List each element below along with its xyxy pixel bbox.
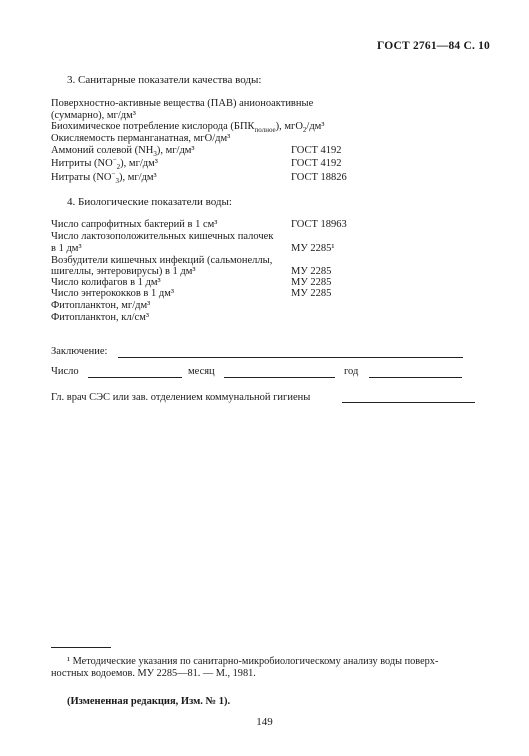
row-text: Окисляемость перманганатная, мгО/дм³ bbox=[51, 133, 231, 144]
conclusion-field[interactable] bbox=[118, 357, 463, 358]
superscript: − bbox=[111, 169, 116, 178]
number-label: Число bbox=[51, 366, 79, 377]
row-reference: МУ 2285 bbox=[291, 266, 332, 277]
row-text: (суммарно), мг/дм³ bbox=[51, 110, 136, 121]
row-reference: ГОСТ 18826 bbox=[291, 172, 347, 183]
year-label: год bbox=[344, 366, 359, 377]
section-4-title: 4. Биологические показатели воды: bbox=[67, 196, 232, 208]
row-text-part: ), мг/дм³ bbox=[118, 172, 157, 183]
row-text: Фитопланктон, мг/дм³ bbox=[51, 300, 151, 311]
row-text-part: ), мг/дм³ bbox=[120, 158, 158, 169]
footnote-rule bbox=[51, 647, 111, 648]
row-reference: ГОСТ 18963 bbox=[291, 219, 347, 230]
subscript: полное bbox=[254, 126, 276, 135]
row-text: Поверхностно-активные вещества (ПАВ) анионоактивные bbox=[51, 98, 314, 109]
row-text-part: ), мг/дм³ bbox=[156, 145, 195, 156]
section-3-title: 3. Санитарные показатели качества воды: bbox=[67, 74, 262, 86]
page-number: 149 bbox=[256, 716, 273, 728]
signature-field[interactable] bbox=[342, 402, 475, 403]
row-reference: МУ 2285 bbox=[291, 288, 332, 299]
row-reference: МУ 2285 bbox=[291, 277, 332, 288]
signature-label: Гл. врач СЭС или зав. отделением коммунальной гигиены bbox=[51, 392, 311, 403]
row-text: Число колифагов в 1 дм³ bbox=[51, 277, 161, 288]
row-text bbox=[51, 145, 195, 157]
row-text: Число энтерококков в 1 дм³ bbox=[51, 288, 175, 299]
row-text: Фитопланктон, кл/см³ bbox=[51, 312, 149, 323]
row-text bbox=[51, 169, 157, 186]
page-header: ГОСТ 2761—84 С. 10 bbox=[377, 40, 490, 52]
superscript: − bbox=[112, 155, 117, 164]
month-field[interactable] bbox=[224, 377, 335, 378]
row-text-part: Аммоний солевой (NH bbox=[51, 145, 154, 156]
subscript: 2 bbox=[302, 126, 307, 135]
month-label: месяц bbox=[188, 366, 215, 377]
row-text: Число сапрофитных бактерий в 1 см³ bbox=[51, 219, 218, 230]
row-text bbox=[51, 155, 158, 172]
row-text-part: Биохимическое потребление кислорода (БПК bbox=[51, 121, 255, 132]
subscript: 3 bbox=[115, 177, 119, 186]
row-reference: ГОСТ 4192 bbox=[291, 145, 342, 156]
row-text-part: Нитриты (NO bbox=[51, 158, 113, 169]
row-text: Возбудители кишечных инфекций (сальмонеллы, bbox=[51, 255, 273, 266]
conclusion-label: Заключение: bbox=[51, 346, 108, 357]
row-text-part: /дм³ bbox=[306, 121, 325, 132]
number-field[interactable] bbox=[88, 377, 182, 378]
row-text bbox=[51, 121, 324, 133]
row-text: в 1 дм³ bbox=[51, 243, 82, 254]
row-reference: ГОСТ 4192 bbox=[291, 158, 342, 169]
subscript: 3 bbox=[153, 150, 157, 159]
row-text: Число лактозоположительных кишечных палочек bbox=[51, 231, 274, 242]
row-reference: МУ 2285¹ bbox=[291, 243, 335, 254]
year-field[interactable] bbox=[369, 377, 462, 378]
footnote-line: ¹ Методические указания по санитарно-микробиологическому анализу воды поверх- bbox=[67, 656, 439, 667]
row-text: шигеллы, энтеровирусы) в 1 дм³ bbox=[51, 266, 196, 277]
row-text-part: ), мгО bbox=[275, 121, 303, 132]
subscript: 2 bbox=[116, 163, 121, 172]
edition-note: (Измененная редакция, Изм. № 1). bbox=[67, 696, 231, 707]
row-text-part: Нитраты (NO bbox=[51, 172, 112, 183]
footnote-line: ностных водоемов. МУ 2285—81. — М., 1981. bbox=[51, 668, 256, 679]
